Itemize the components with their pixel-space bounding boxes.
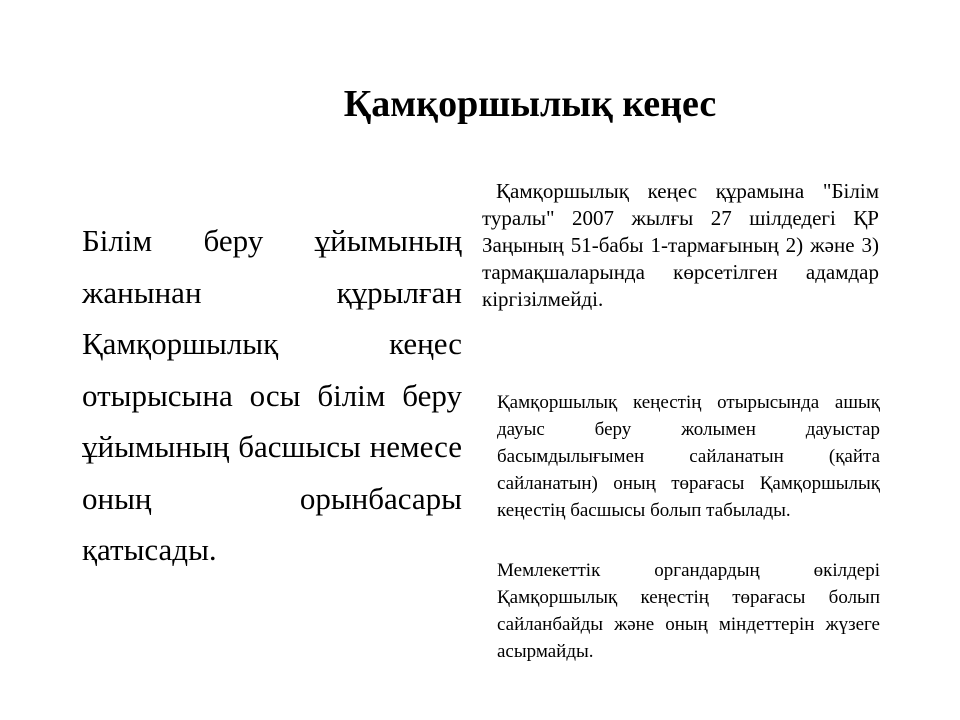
right-paragraph-composition: Қамқоршылық кеңес құрамына "Білім туралы" 2007 жылғы 27 шілдедегі ҚР Заңының 51-бабы 1-тармағының 2) және 3) тармақшаларында көрсетілген адамдар кіргізілмейді. xyxy=(482,179,879,311)
right-paragraph-state-officials: Мемлекеттік органдардың өкілдері Қамқоршылық кеңестің төрағасы болып сайланбайды және оның міндеттерін жүзеге асырмайды. xyxy=(497,560,880,662)
slide-title: Қамқоршылық кеңес xyxy=(343,83,717,125)
left-paragraph: Білім беру ұйымының жанынан құрылған Қамқоршылық кеңес отырысына осы білім беру ұйымының басшысы немесе оның орынбасары қатысады. xyxy=(82,223,462,567)
right-paragraph-chairman: Қамқоршылық кеңестің отырысында ашық дауыс беру жолымен дауыстар басымдылығымен сайланатын (қайта сайланатын) оның төрағасы Қамқоршылық кеңестің басшысы болып табылады. xyxy=(497,392,880,521)
